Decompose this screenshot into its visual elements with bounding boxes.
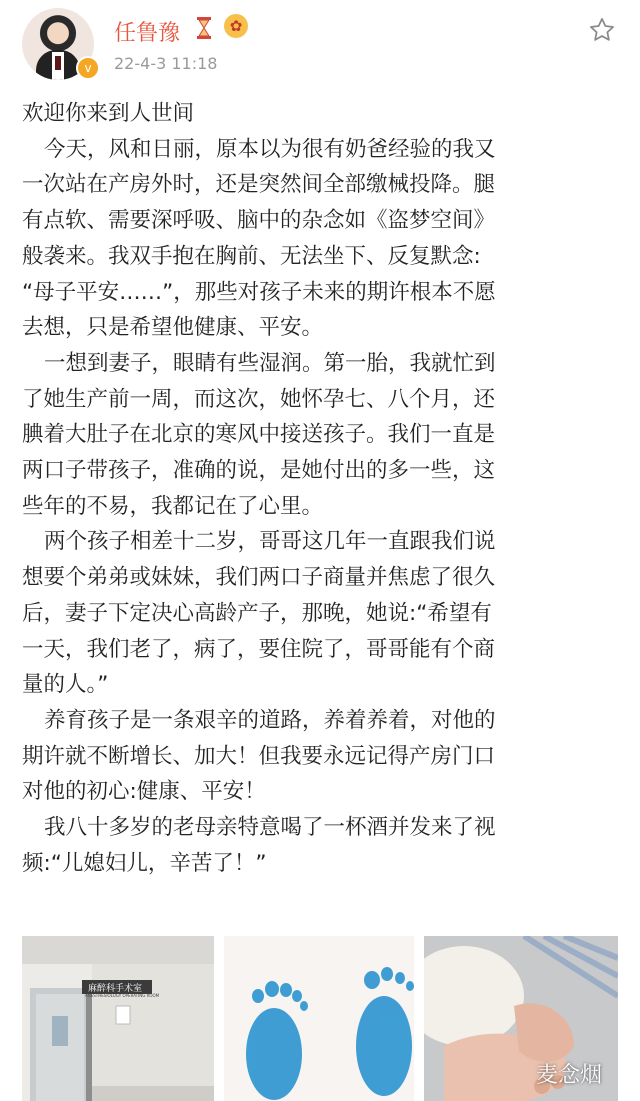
avatar-tie [55, 56, 61, 70]
body-line: 想要个弟弟或妹妹，我们两口子商量并焦虑了很久 [22, 565, 496, 591]
body-line: 期许就不断增长、加大！但我要永远记得产房门口 [22, 743, 496, 769]
verified-badge-icon: v [76, 56, 100, 80]
body-line: 了她生产前一周，而这次，她怀孕七、八个月，还 [22, 386, 496, 412]
body-line: 量的人。” [22, 672, 109, 698]
operating-room-illustration [22, 936, 214, 1101]
emoji-badge-icon: ✿ [224, 14, 248, 38]
post-header [0, 0, 640, 90]
body-line: 些年的不易，我都记在了心里。 [22, 493, 324, 519]
hourglass-icon [196, 17, 212, 39]
post-date: 22-4-3 11:18 [114, 54, 218, 73]
footprints-illustration [224, 936, 414, 1101]
body-line: 腆着大肚子在北京的寒风中接送孩子。我们一直是 [22, 422, 496, 448]
body-line: 对他的初心:健康、平安！ [22, 779, 266, 805]
sign-subtext: ANESTHESIOLOGY OPERATING ROOM [85, 993, 160, 998]
post-title-line: 欢迎你来到人世间 [22, 101, 195, 126]
body-line: 两个孩子相差十二岁，哥哥这几年一直跟我们说 [44, 529, 496, 555]
body-line: 养育孩子是一条艰辛的道路，养着养着，对他的 [44, 707, 496, 733]
post-body [22, 96, 622, 881]
body-line: 今天，风和日丽，原本以为很有奶爸经验的我又 [44, 136, 496, 162]
body-line: 去想，只是希望他健康、平安。 [22, 315, 324, 341]
body-line: 一想到妻子，眼睛有些湿润。第一胎，我就忙到 [44, 350, 496, 376]
body-line: 一次站在产房外时，还是突然间全部缴械投降。腿 [22, 172, 496, 198]
photo-grid [22, 936, 618, 1101]
body-line: 有点软、需要深呼吸、脑中的杂念如《盗梦空间》 [22, 208, 496, 234]
username[interactable]: 任鲁豫 [114, 21, 181, 46]
body-line: 一天，我们老了，病了，要住院了，哥哥能有个商 [22, 636, 496, 662]
body-line: 频:“儿媳妇儿，辛苦了！” [22, 850, 267, 876]
photo-baby-feet[interactable] [424, 936, 618, 1101]
body-line: 我八十多岁的老母亲特意喝了一杯酒并发来了视 [44, 815, 496, 841]
body-line: “母子平安……”，那些对孩子未来的期许根本不愿 [22, 279, 496, 305]
sign-text: 麻醉科手术室 [88, 984, 143, 994]
body-line: 后，妻子下定决心高龄产子，那晚，她说:“希望有 [22, 600, 492, 626]
body-line: 两口子带孩子，准确的说，是她付出的多一些，这 [22, 458, 496, 484]
star-outline-icon[interactable] [588, 16, 616, 44]
body-line: 般袭来。我双手抱在胸前、无法坐下、反复默念: [22, 243, 481, 269]
photo-footprints[interactable] [224, 936, 414, 1101]
watermark-text: 麦念烟 [535, 1063, 602, 1088]
photo-operating-room[interactable] [22, 936, 214, 1101]
